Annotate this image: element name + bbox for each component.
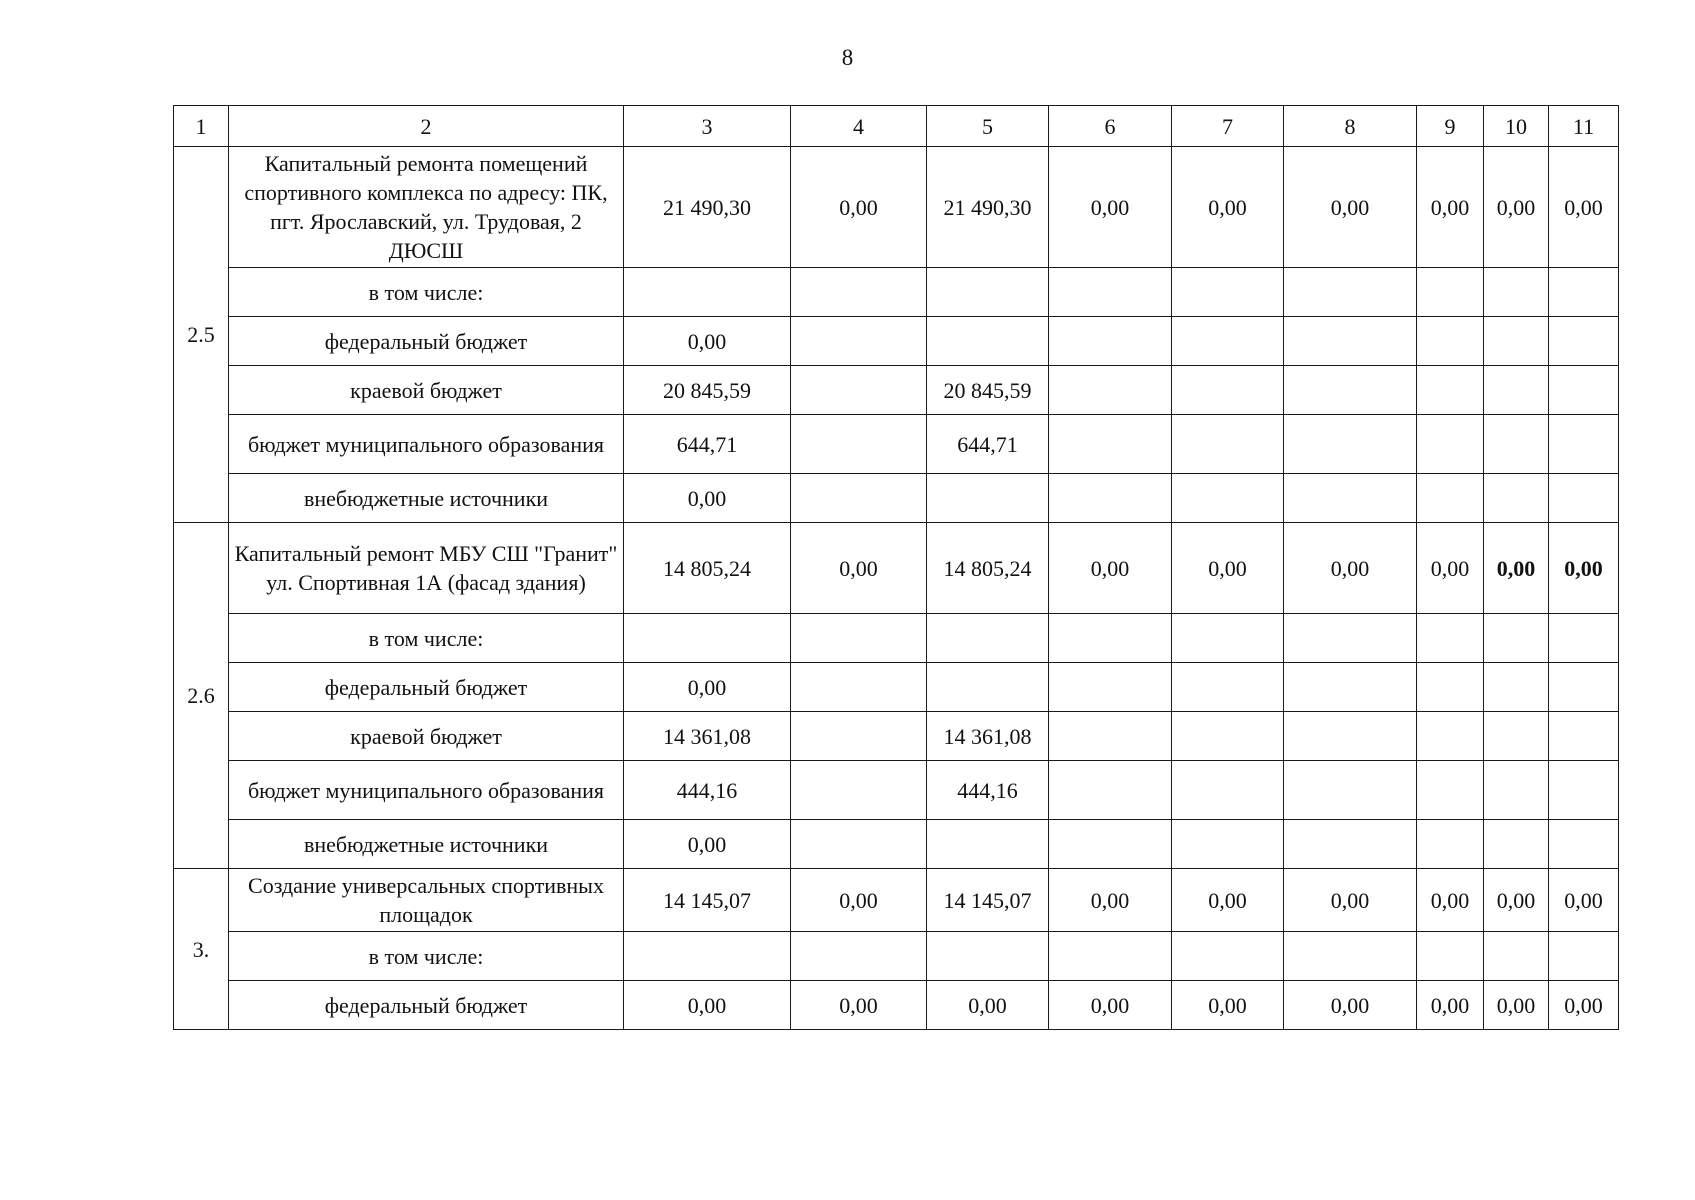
cell-value <box>1417 932 1484 981</box>
col-header-9: 9 <box>1417 106 1484 147</box>
cell-value: 644,71 <box>624 415 791 474</box>
budget-table <box>173 105 1619 1030</box>
cell-value <box>1049 268 1172 317</box>
cell-value <box>1172 268 1284 317</box>
table-row <box>174 981 1619 1030</box>
col-header-1: 1 <box>174 106 229 147</box>
cell-value <box>1172 663 1284 712</box>
cell-value <box>1417 761 1484 820</box>
cell-value: 0,00 <box>791 523 927 614</box>
table-row <box>174 415 1619 474</box>
table-row <box>174 614 1619 663</box>
table-row <box>174 523 1619 614</box>
table-row <box>174 761 1619 820</box>
cell-value <box>1417 820 1484 869</box>
row-label: федеральный бюджет <box>229 317 624 366</box>
cell-value <box>1484 761 1549 820</box>
cell-value <box>927 663 1049 712</box>
cell-value <box>791 366 927 415</box>
cell-value <box>1417 712 1484 761</box>
cell-value: 0,00 <box>1549 523 1619 614</box>
cell-value <box>1049 474 1172 523</box>
table-row <box>174 869 1619 932</box>
cell-value <box>1484 366 1549 415</box>
cell-value: 0,00 <box>1484 981 1549 1030</box>
cell-value <box>1049 415 1172 474</box>
cell-value: 0,00 <box>1284 981 1417 1030</box>
cell-value <box>1049 366 1172 415</box>
cell-value <box>1549 761 1619 820</box>
cell-value <box>624 268 791 317</box>
col-header-4: 4 <box>791 106 927 147</box>
cell-value <box>791 614 927 663</box>
cell-value: 0,00 <box>1417 523 1484 614</box>
cell-value <box>1049 712 1172 761</box>
cell-value <box>1484 820 1549 869</box>
section-number: 2.6 <box>174 523 229 869</box>
cell-value: 0,00 <box>1172 147 1284 268</box>
row-label: федеральный бюджет <box>229 981 624 1030</box>
cell-value <box>1484 712 1549 761</box>
cell-value: 20 845,59 <box>624 366 791 415</box>
cell-value <box>1284 761 1417 820</box>
cell-value <box>1549 820 1619 869</box>
cell-value <box>1049 614 1172 663</box>
col-header-8: 8 <box>1284 106 1417 147</box>
table-row <box>174 932 1619 981</box>
cell-value <box>1172 761 1284 820</box>
section-name: Создание универсальных спортивных площадок <box>229 869 624 932</box>
cell-value <box>1049 820 1172 869</box>
cell-value <box>927 932 1049 981</box>
cell-value: 0,00 <box>791 981 927 1030</box>
cell-value <box>1484 317 1549 366</box>
cell-value: 14 805,24 <box>624 523 791 614</box>
cell-value: 0,00 <box>624 820 791 869</box>
row-label: в том числе: <box>229 932 624 981</box>
cell-value: 0,00 <box>624 474 791 523</box>
cell-value: 0,00 <box>1172 981 1284 1030</box>
cell-value: 14 361,08 <box>927 712 1049 761</box>
cell-value <box>1417 268 1484 317</box>
cell-value <box>1284 366 1417 415</box>
cell-value <box>927 614 1049 663</box>
cell-value: 0,00 <box>624 317 791 366</box>
cell-value: 0,00 <box>1049 981 1172 1030</box>
cell-value <box>1549 932 1619 981</box>
cell-value <box>791 474 927 523</box>
cell-value: 0,00 <box>791 147 927 268</box>
cell-value <box>1172 474 1284 523</box>
cell-value: 20 845,59 <box>927 366 1049 415</box>
cell-value: 21 490,30 <box>927 147 1049 268</box>
cell-value <box>1172 820 1284 869</box>
row-label: краевой бюджет <box>229 366 624 415</box>
table-row <box>174 366 1619 415</box>
cell-value <box>1549 663 1619 712</box>
row-label: бюджет муниципального образования <box>229 415 624 474</box>
cell-value <box>1484 268 1549 317</box>
cell-value: 0,00 <box>1417 981 1484 1030</box>
header-row <box>174 106 1619 147</box>
cell-value: 0,00 <box>1172 869 1284 932</box>
cell-value <box>927 474 1049 523</box>
cell-value <box>1484 474 1549 523</box>
cell-value <box>1049 663 1172 712</box>
col-header-6: 6 <box>1049 106 1172 147</box>
cell-value <box>1417 474 1484 523</box>
cell-value <box>1284 614 1417 663</box>
cell-value <box>1417 317 1484 366</box>
cell-value <box>791 712 927 761</box>
cell-value: 444,16 <box>624 761 791 820</box>
cell-value <box>1172 317 1284 366</box>
cell-value: 0,00 <box>1049 869 1172 932</box>
cell-value <box>927 820 1049 869</box>
cell-value: 0,00 <box>1049 147 1172 268</box>
cell-value <box>1284 415 1417 474</box>
table-row <box>174 820 1619 869</box>
cell-value <box>1172 712 1284 761</box>
cell-value <box>1549 614 1619 663</box>
cell-value: 0,00 <box>927 981 1049 1030</box>
col-header-11: 11 <box>1549 106 1619 147</box>
table-row <box>174 147 1619 268</box>
cell-value <box>1549 415 1619 474</box>
row-label: федеральный бюджет <box>229 663 624 712</box>
cell-value: 0,00 <box>1484 869 1549 932</box>
cell-value: 0,00 <box>1284 523 1417 614</box>
cell-value <box>1484 932 1549 981</box>
cell-value: 0,00 <box>1417 147 1484 268</box>
page-number: 8 <box>841 45 854 70</box>
cell-value <box>791 415 927 474</box>
cell-value: 14 145,07 <box>927 869 1049 932</box>
cell-value <box>791 761 927 820</box>
row-label: внебюджетные источники <box>229 820 624 869</box>
cell-value <box>927 268 1049 317</box>
table-row <box>174 712 1619 761</box>
section-name: Капитальный ремонт МБУ СШ "Гранит" ул. Спортивная 1А (фасад здания) <box>229 523 624 614</box>
cell-value <box>927 317 1049 366</box>
table-row <box>174 663 1619 712</box>
table-row <box>174 317 1619 366</box>
cell-value <box>1549 474 1619 523</box>
cell-value: 0,00 <box>624 981 791 1030</box>
row-label: в том числе: <box>229 614 624 663</box>
cell-value <box>791 932 927 981</box>
cell-value <box>1284 474 1417 523</box>
cell-value <box>1049 932 1172 981</box>
cell-value <box>1417 614 1484 663</box>
cell-value: 0,00 <box>1284 869 1417 932</box>
cell-value: 444,16 <box>927 761 1049 820</box>
cell-value <box>1484 614 1549 663</box>
row-label: внебюджетные источники <box>229 474 624 523</box>
cell-value: 0,00 <box>1484 523 1549 614</box>
row-label: краевой бюджет <box>229 712 624 761</box>
cell-value: 644,71 <box>927 415 1049 474</box>
cell-value <box>624 614 791 663</box>
cell-value <box>624 932 791 981</box>
cell-value <box>1549 268 1619 317</box>
cell-value <box>1284 317 1417 366</box>
cell-value <box>1172 366 1284 415</box>
cell-value <box>1049 317 1172 366</box>
cell-value: 14 361,08 <box>624 712 791 761</box>
table-row <box>174 268 1619 317</box>
col-header-2: 2 <box>229 106 624 147</box>
col-header-10: 10 <box>1484 106 1549 147</box>
cell-value <box>1549 317 1619 366</box>
col-header-5: 5 <box>927 106 1049 147</box>
section-number: 2.5 <box>174 147 229 523</box>
cell-value: 0,00 <box>1549 981 1619 1030</box>
cell-value <box>1484 663 1549 712</box>
cell-value <box>1284 820 1417 869</box>
cell-value: 14 145,07 <box>624 869 791 932</box>
cell-value <box>1172 932 1284 981</box>
cell-value <box>1284 932 1417 981</box>
col-header-7: 7 <box>1172 106 1284 147</box>
cell-value: 21 490,30 <box>624 147 791 268</box>
table-row <box>174 474 1619 523</box>
cell-value <box>791 820 927 869</box>
cell-value <box>1172 614 1284 663</box>
cell-value <box>1284 712 1417 761</box>
cell-value <box>1484 415 1549 474</box>
row-label: бюджет муниципального образования <box>229 761 624 820</box>
cell-value: 0,00 <box>1284 147 1417 268</box>
cell-value <box>1417 366 1484 415</box>
section-name: Капитальный ремонта помещений спортивного комплекса по адресу: ПК, пгт. Ярославский, ул. Трудовая, 2 ДЮСШ <box>229 147 624 268</box>
cell-value: 0,00 <box>624 663 791 712</box>
cell-value <box>1049 761 1172 820</box>
cell-value <box>791 268 927 317</box>
cell-value <box>1417 663 1484 712</box>
cell-value: 0,00 <box>1172 523 1284 614</box>
cell-value: 0,00 <box>1484 147 1549 268</box>
cell-value: 0,00 <box>1549 147 1619 268</box>
cell-value <box>791 317 927 366</box>
cell-value <box>1417 415 1484 474</box>
cell-value: 14 805,24 <box>927 523 1049 614</box>
cell-value <box>1549 366 1619 415</box>
cell-value <box>1284 663 1417 712</box>
cell-value <box>1284 268 1417 317</box>
cell-value <box>791 663 927 712</box>
section-number: 3. <box>174 869 229 1030</box>
col-header-3: 3 <box>624 106 791 147</box>
cell-value: 0,00 <box>1549 869 1619 932</box>
cell-value <box>1172 415 1284 474</box>
row-label: в том числе: <box>229 268 624 317</box>
cell-value: 0,00 <box>791 869 927 932</box>
cell-value: 0,00 <box>1049 523 1172 614</box>
cell-value <box>1549 712 1619 761</box>
cell-value: 0,00 <box>1417 869 1484 932</box>
